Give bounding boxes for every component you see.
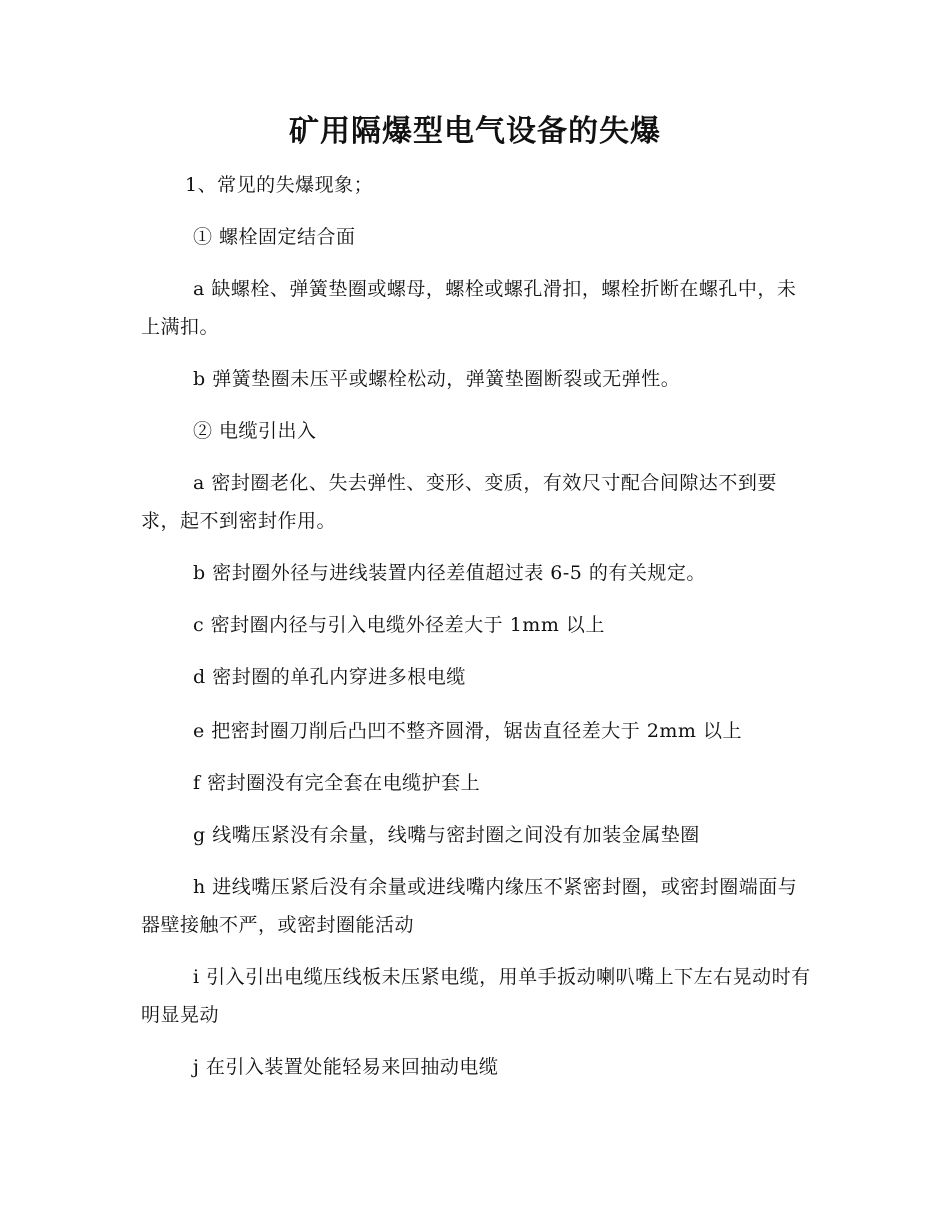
paragraph-14: i 引入引出电缆压线板未压紧电缆，用单手扳动喇叭嘴上下左右晃动时有明显晃动 (141, 966, 811, 1026)
paragraph-10: e 把密封圈刀削后凸凹不整齐圆滑，锯齿直径差大于 2mm 以上 (193, 720, 742, 742)
paragraph-3: a 缺螺栓、弹簧垫圈或螺母，螺栓或螺孔滑扣，螺栓折断在螺孔中，未上满扣。 (141, 278, 797, 338)
paragraph-13: h 进线嘴压紧后没有余量或进线嘴内缘压不紧密封圈，或密封圈端面与器壁接触不严，或密封圈能活动 (141, 876, 798, 936)
paragraph-6: a 密封圈老化、失去弹性、变形、变质，有效尺寸配合间隙达不到要求，起不到密封作用。 (141, 472, 777, 532)
paragraph-12: g 线嘴压紧没有余量，线嘴与密封圈之间没有加装金属垫圈 (193, 824, 700, 846)
paragraph-8: c 密封圈内径与引入电缆外径差大于 1mm 以上 (193, 614, 605, 636)
paragraph-11: f 密封圈没有完全套在电缆护套上 (193, 772, 481, 794)
paragraph-9: d 密封圈的单孔内穿进多根电缆 (193, 666, 466, 688)
document-title: 矿用隔爆型电气设备的失爆 (289, 114, 661, 149)
paragraph-2: ① 螺栓固定结合面 (193, 226, 356, 248)
paragraph-7: b 密封圈外径与进线装置内径差值超过表 6-5 的有关规定。 (193, 562, 706, 584)
paragraph-5: ② 电缆引出入 (193, 420, 317, 442)
paragraph-1: 1、常见的失爆现象； (185, 174, 374, 196)
paragraph-15: j 在引入装置处能轻易来回抽动电缆 (193, 1056, 499, 1078)
paragraph-4: b 弹簧垫圈未压平或螺栓松动，弹簧垫圈断裂或无弹性。 (193, 368, 681, 390)
